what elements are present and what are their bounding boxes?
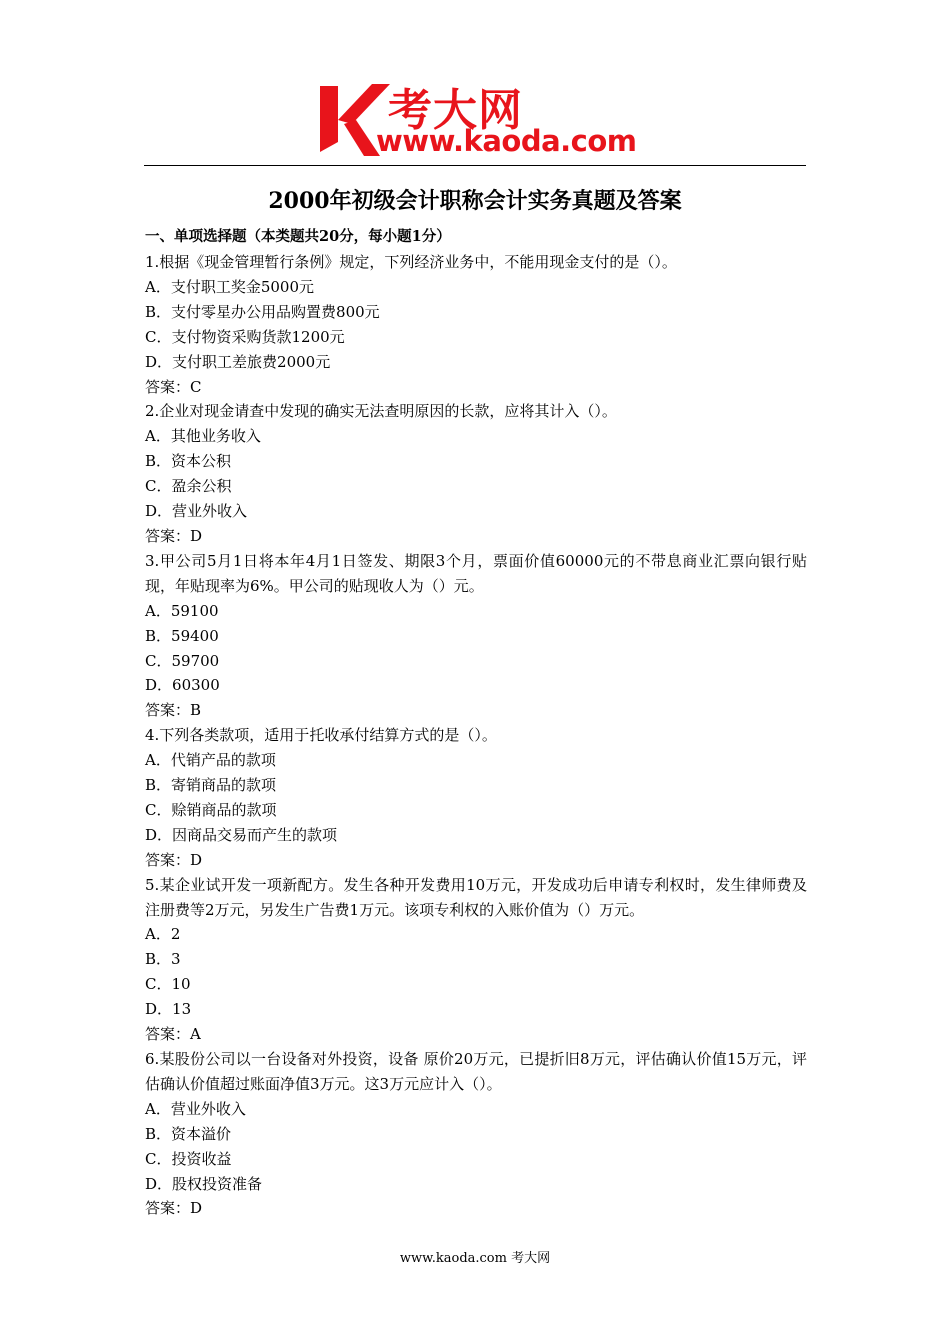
option-c: C．盈余公积 xyxy=(145,477,232,496)
question-stem: 4.下列各类款项，适用于托收承付结算方式的是（）。 xyxy=(145,726,497,745)
kaoda-logo xyxy=(318,80,638,160)
option-b: B．59400 xyxy=(145,626,219,645)
option-d: D．因商品交易而产生的款项 xyxy=(145,825,338,844)
answer: 答案：B xyxy=(145,701,202,720)
section-heading: 一、单项选择题（本类题共20分，每小题1分） xyxy=(145,228,451,245)
page-footer: www.kaoda.com 考大网 xyxy=(399,1251,551,1266)
option-b: B．支付零星办公用品购置费800元 xyxy=(145,302,380,321)
option-d: D．营业外收入 xyxy=(145,502,248,521)
header-divider xyxy=(144,165,806,166)
option-d: D．13 xyxy=(145,1000,192,1019)
answer: 答案：D xyxy=(145,1199,203,1218)
option-c: C．支付物资采购货款1200元 xyxy=(145,327,345,346)
option-d: D．支付职工差旅费2000元 xyxy=(145,352,331,371)
question-stem: 6.某股份公司以一台设备对外投资，设备 原价20万元，已提折旧8万元，评估确认价值15万元，评估确认价值超过账面净值3万元。这3万元应计入（）。 xyxy=(145,1050,807,1093)
answer: 答案：D xyxy=(145,850,203,869)
option-b: B．资本溢价 xyxy=(145,1124,232,1143)
option-c: C．投资收益 xyxy=(145,1149,232,1168)
option-a: A．59100 xyxy=(145,601,219,620)
option-d: D．股权投资准备 xyxy=(145,1174,263,1193)
option-a: A．2 xyxy=(145,925,181,944)
option-b: B．资本公积 xyxy=(145,452,232,471)
option-a: A．其他业务收入 xyxy=(145,427,261,446)
logo-chinese-name: 考大网 xyxy=(388,85,523,136)
option-a: A．支付职工奖金5000元 xyxy=(145,277,315,296)
logo-url: www.kaoda.com xyxy=(376,124,637,158)
option-c: C．59700 xyxy=(145,651,220,670)
question-stem: 2.企业对现金请查中发现的确实无法查明原因的长款，应将其计入（）。 xyxy=(145,402,617,421)
option-c: C．赊销商品的款项 xyxy=(145,800,277,819)
question-block xyxy=(145,873,807,1047)
option-a: A．代销产品的款项 xyxy=(145,751,276,770)
answer: 答案：C xyxy=(145,377,202,396)
question-block xyxy=(145,1047,807,1221)
option-b: B．寄销商品的款项 xyxy=(145,776,277,795)
page-title: 2000年初级会计职称会计实务真题及答案 xyxy=(268,188,682,214)
answer: 答案：A xyxy=(145,1025,201,1044)
option-d: D．60300 xyxy=(145,676,220,695)
option-c: C．10 xyxy=(145,975,191,994)
question-block xyxy=(145,723,807,872)
question-block xyxy=(145,399,807,548)
question-stem: 1.根据《现金管理暂行条例》规定，下列经济业务中，不能用现金支付的是（）。 xyxy=(145,253,677,271)
document-body xyxy=(145,226,807,1221)
question-block xyxy=(145,250,807,399)
option-b: B．3 xyxy=(145,950,181,969)
answer: 答案：D xyxy=(145,526,203,545)
question-stem: 5.某企业试开发一项新配方。发生各种开发费用10万元，开发成功后申请专利权时，发生律师费及注册费等2万元，另发生广告费1万元。该项专利权的入账价值为（）万元。 xyxy=(145,875,807,919)
question-stem: 3.甲公司5月1日将本年4月1日签发、期限3个月，票面价值60000元的不带息商业汇票向银行贴现，年贴现率为6%。甲公司的贴现收人为（）元。 xyxy=(145,551,807,595)
question-block xyxy=(145,549,807,723)
option-a: A．营业外收入 xyxy=(145,1099,246,1118)
